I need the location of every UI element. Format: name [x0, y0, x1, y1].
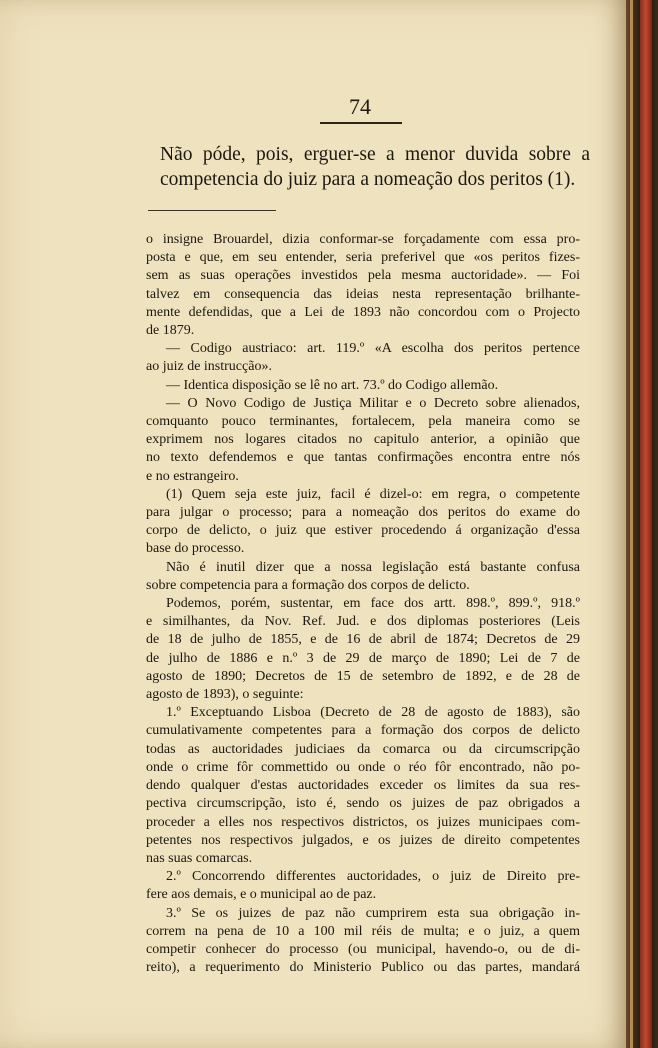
- footnote-line: Não é inutil dizer que a nossa legislação está bastante confusa: [166, 559, 580, 575]
- footnote-line: agosto de 1893), o seguinte:: [146, 687, 304, 703]
- footnote-line: exprimem nos logares citados no capitulo anterior, a opinião que: [146, 432, 580, 448]
- footnote-line: sem as suas operações investidos pela mesma auctoridade». — Foi: [146, 268, 580, 284]
- footnote-line: o insigne Brouardel, dizia conformar-se forçadamente com essa pro-: [146, 232, 580, 247]
- footnote-separator: [148, 210, 276, 211]
- footnote-line: agosto de 1890; Decretos de 15 de setembro de 1892, e de 28 de: [146, 668, 580, 684]
- footnote-line: (1) Quem seja este juiz, facil é dizel-o: em regra, o competente: [166, 486, 580, 502]
- footnote-line: todas as auctoridades judiciaes da comarca ou da circumscripção: [146, 741, 580, 757]
- page-number-rule: [320, 122, 402, 124]
- footnote-line: 1.º Exceptuando Lisboa (Decreto de 28 de agosto de 1883), são: [166, 705, 580, 721]
- footnote-line: sobre competencia para a formação dos corpos de delicto.: [146, 577, 470, 593]
- footnote-line: — Identica disposição se lê no art. 73.º do Codigo allemão.: [166, 377, 499, 393]
- footnote-line: corpo de delicto, o juiz que estiver procedendo á organização d'essa: [146, 523, 580, 539]
- binding-strip: [640, 0, 652, 1048]
- page-edge: [630, 0, 633, 1048]
- footnote-line: cumulativamente competentes para a formação dos corpos de delicto: [146, 723, 580, 739]
- footnote-line: e no estrangeiro.: [146, 468, 239, 484]
- footnote-line: mente defendidas, que a Lei de 1893 não concordou com o Projecto: [146, 304, 580, 320]
- book-spine: [626, 0, 658, 1048]
- footnote-line: Podemos, porém, sustentar, em face dos artt. 898.º, 899.º, 918.º: [166, 596, 580, 612]
- footnote-line: para julgar o processo; para a nomeação dos peritos do exame do: [146, 505, 580, 521]
- footnote-line: de 18 de julho de 1855, e de 16 de abril de 1874; Decretos de 29: [146, 632, 580, 648]
- footnote-line: petentes nos respectivos julgados, e os juizes de direito competentes: [146, 832, 580, 848]
- footnotes: [146, 231, 580, 977]
- footnote-line: posta e que, em seu entender, seria preferivel que «os peritos fizes-: [146, 250, 580, 266]
- footnote-line: e similhantes, da Nov. Ref. Jud. e dos diplomas posteriores (Leis: [146, 614, 580, 630]
- footnote-line: 2.º Concorrendo differentes auctoridades, o juiz de Direito pre-: [166, 869, 580, 885]
- footnote-line: comquanto pouco terminantes, fortalecem, pela maneira como se: [146, 414, 580, 430]
- footnote-line: proceder a elles nos respectivos districtos, os juizes municipaes com-: [146, 814, 580, 830]
- main-paragraph: Não póde, pois, erguer-se a menor duvida sobre a competencia do juiz para a nomeação dos peritos (1).: [160, 144, 590, 190]
- footnote-line: 3.º Se os juizes de paz não cumprirem esta sua obrigação in-: [166, 905, 580, 921]
- footnote-line: onde o crime fôr commettido ou onde o réo fôr encontrado, não po-: [146, 759, 580, 775]
- footnote-line: nas suas comarcas.: [146, 850, 253, 866]
- footnote-line: — Codigo austriaco: art. 119.º «A escolha dos peritos pertence: [166, 341, 580, 357]
- footnote-line: pectiva circumscripção, isto é, sendo os juizes de paz obrigados a: [146, 796, 580, 812]
- footnote-line: no texto defendemos e que tantas confirmações encontra entre nós: [146, 450, 580, 466]
- footnote-line: talvez em consequencia das ideias nesta representação brilhante-: [146, 286, 580, 302]
- footnote-line: dendo qualquer d'estas auctoridades exceder os limites da sua res-: [146, 778, 580, 794]
- page-number: 74: [349, 94, 371, 119]
- footnote-line: — O Novo Codigo de Justiça Militar e o Decreto sobre alienados,: [166, 395, 580, 411]
- footnote-line: correm na pena de 10 a 100 mil réis de multa; e o juiz, a quem: [146, 923, 580, 939]
- footnote-line: fere aos demais, e o municipal ao de paz.: [146, 887, 377, 903]
- footnote-line: base do processo.: [146, 541, 245, 557]
- footnote-line: competir conhecer do processo (ou municipal, havendo-o, ou de di-: [146, 941, 580, 957]
- footnote-line: reito), a requerimento do Ministerio Publico ou das partes, mandará: [146, 960, 580, 976]
- footnote-line: ao juiz de instrucção».: [146, 359, 272, 375]
- footnote-line: de julho de 1886 e n.º 3 de 29 de março de 1890; Lei de 7 de: [146, 650, 580, 666]
- footnote-line: de 1879.: [146, 323, 195, 339]
